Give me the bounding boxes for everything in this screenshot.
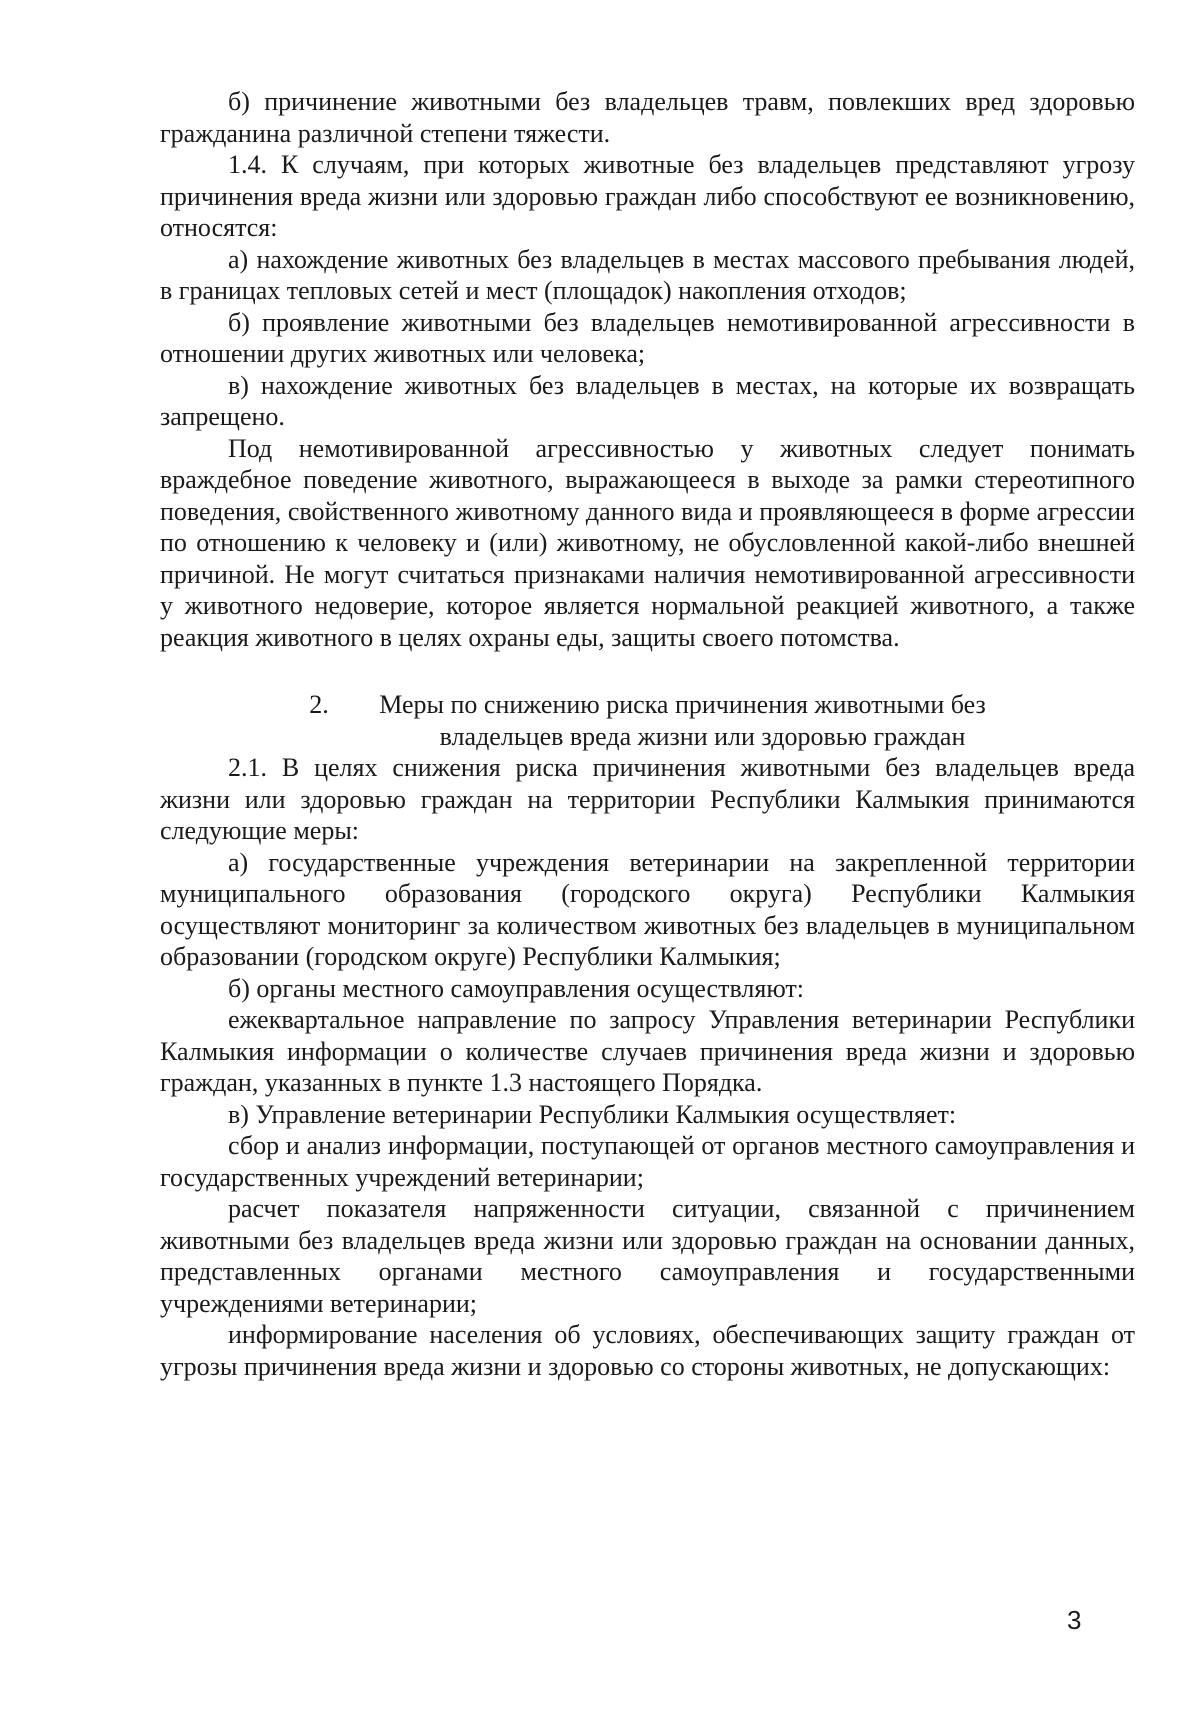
section-title-line-2: владельцев вреда жизни или здоровью граждан (439, 721, 966, 751)
document-body (160, 86, 1135, 1382)
paragraph-2-1-v: в) Управление ветеринарии Республики Калмыкия осуществляет: (228, 1099, 957, 1129)
section-heading (160, 689, 1135, 721)
paragraph-data-collection: сбор и анализ информации, поступающей от органов местного самоуправления и государственных учреждений ветеринарии; (160, 1131, 1135, 1192)
paragraph-1-4-a: а) нахождение животных без владельцев в местах массового пребывания людей, в границах тепловых сетей и мест (площадок) накопления отходов; (160, 244, 1135, 305)
section-number: 2. (309, 690, 329, 719)
paragraph-1-4-b: б) проявление животными без владельцев немотивированной агрессивности в отношении других животных или человека; (160, 307, 1135, 368)
paragraph-aggression-definition: Под немотивированной агрессивностью у животных следует понимать враждебное поведение животного, выражающееся в выходе за рамки стереотипного поведения, свойственного животному данного вида и проявляющееся в форме агрессии по отношению к человеку и (или) животному, не обусловленной какой-либо внешней причиной. Не могут считаться признаками наличия немотивированной агрессивности у животного недоверие, которое является нормальной реакцией животного, а также реакция животного в целях охраны еды, защиты своего потомства. (160, 433, 1135, 652)
paragraph-public-information: информирование населения об условиях, обеспечивающих защиту граждан от угрозы причинения вреда жизни и здоровью со стороны животных, не допускающих: (160, 1320, 1135, 1381)
paragraph-1b-injuries: б) причинение животными без владельцев травм, повлекших вред здоровью гражданина различной степени тяжести. (160, 87, 1135, 148)
paragraph-1-4: 1.4. К случаям, при которых животные без владельцев представляют угрозу причинения вреда жизни или здоровью граждан либо способствуют ее возникновению, относятся: (160, 150, 1135, 242)
paragraph-2-1: 2.1. В целях снижения риска причинения животными без владельцев вреда жизни или здоровью граждан на территории Республики Калмыкия принимаются следующие меры: (160, 753, 1135, 845)
paragraph-2-1-a: а) государственные учреждения ветеринарии на закрепленной территории муниципального образования (городского округа) Республики Калмыкия осуществляют мониторинг за количеством животных без владельцев в муниципальном образовании (городском округе) Республики Калмыкия; (160, 847, 1135, 971)
section-spacer (160, 653, 1135, 689)
paragraph-2-1-b: б) органы местного самоуправления осуществляют: (228, 973, 804, 1003)
paragraph-1-4-v: в) нахождение животных без владельцев в местах, на которые их возвращать запрещено. (160, 370, 1135, 431)
section-title-line-1: Меры по снижению риска причинения животными без (379, 690, 986, 719)
paragraph-quarterly-report: ежеквартальное направление по запросу Управления ветеринарии Республики Калмыкия информации о количестве случаев причинения вреда жизни и здоровью граждан, указанных в пункте 1.3 настоящего Порядка. (160, 1005, 1135, 1097)
paragraph-tension-indicator: расчет показателя напряженности ситуации, связанной с причинением животными без владельцев вреда жизни или здоровью граждан на основании данных, представленных органами местного самоуправления и государственными учреждениями ветеринарии; (160, 1194, 1135, 1318)
page-number: 3 (1067, 1605, 1082, 1635)
